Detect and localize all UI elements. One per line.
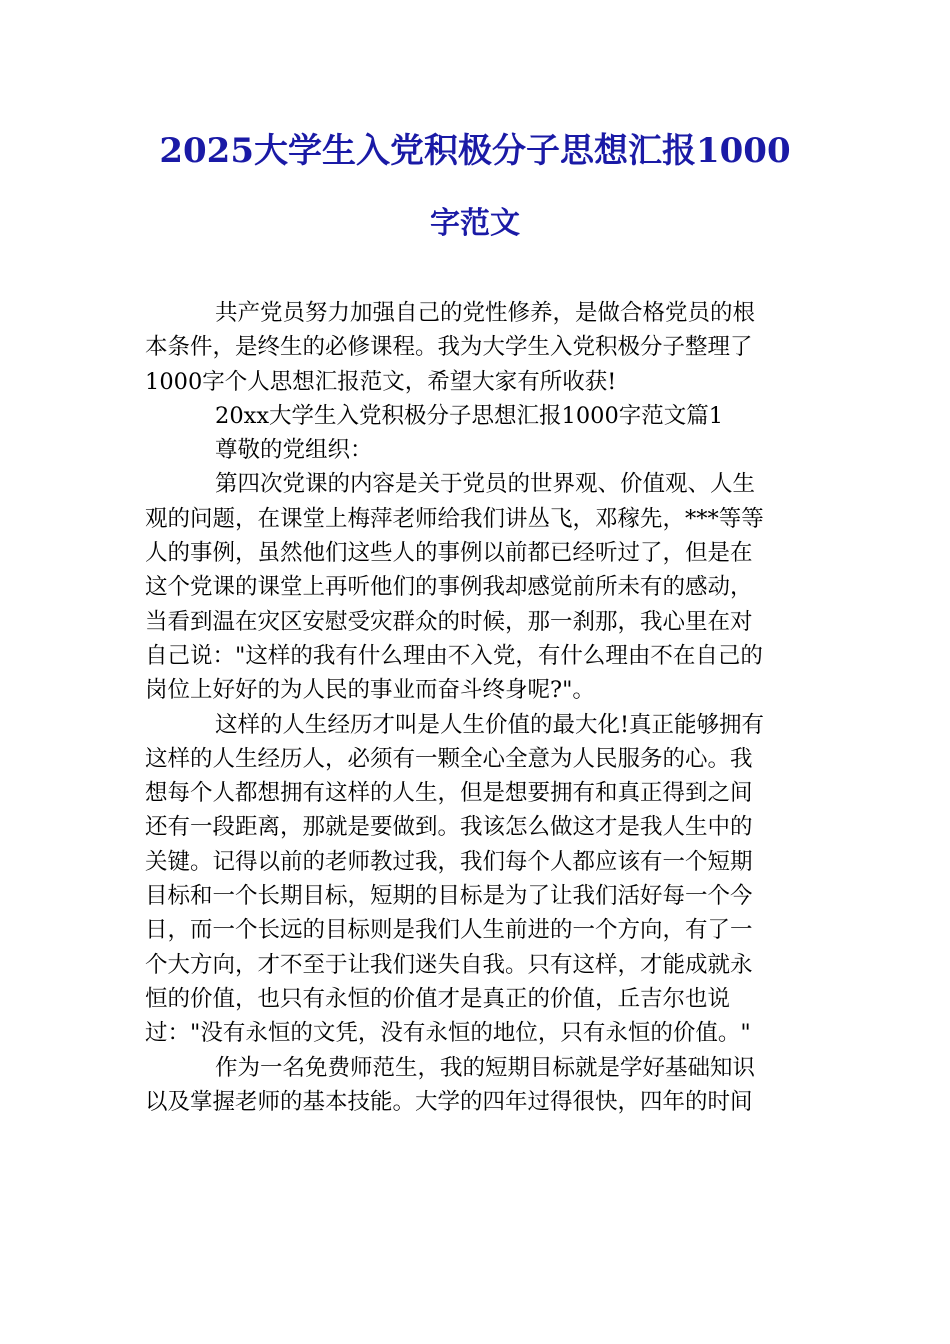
body-text-line: 这样的人生经历人，必须有一颗全心全意为人民服务的心。我: [145, 745, 753, 772]
body-text-line: 以及掌握老师的基本技能。大学的四年过得很快，四年的时间: [145, 1088, 753, 1115]
body-text-line: 20xx大学生入党积极分子思想汇报1000字范文篇1: [215, 402, 724, 429]
body-text-line: 这样的人生经历才叫是人生价值的最大化!真正能够拥有: [215, 711, 765, 738]
document-title-line-1: 2025大学生入党积极分子思想汇报1000: [159, 131, 791, 171]
body-text-line: 共产党员努力加强自己的党性修养，是做合格党员的根: [215, 300, 756, 326]
body-text-line: 第四次党课的内容是关于党员的世界观、价值观、人生: [215, 471, 756, 498]
body-text-line: 岗位上好好的为人民的事业而奋斗终身呢?"。: [145, 677, 595, 704]
body-text-line: 这个党课的课堂上再听他们的事例我却感觉前所未有的感动，: [145, 574, 753, 601]
body-text-line: 个大方向，才不至于让我们迷失自我。只有这样，才能成就永: [145, 951, 753, 978]
body-text-line: 关键。记得以前的老师教过我，我们每个人都应该有一个短期: [145, 848, 753, 875]
body-text-line: 自己说："这样的我有什么理由不入党，有什么理由不在自己的: [145, 642, 763, 669]
body-text-line: 当看到温在灾区安慰受灾群众的时候，那一刹那，我心里在对: [145, 608, 753, 635]
document-title-line-2: 字范文: [430, 206, 520, 241]
body-text-line: 尊敬的党组织：: [215, 437, 373, 464]
body-text-line: 恒的价值，也只有永恒的价值才是真正的价值，丘吉尔也说: [145, 985, 731, 1012]
body-text-line: 观的问题，在课堂上梅萍老师给我们讲丛飞，邓稼先，***等等: [145, 505, 764, 532]
body-text-line: 本条件，是终生的必修课程。我为大学生入党积极分子整理了: [145, 334, 753, 361]
document-body: [145, 296, 807, 1119]
body-text-line: 想每个人都想拥有这样的人生，但是想要拥有和真正得到之间: [145, 780, 753, 807]
body-text-line: 过："没有永恒的文凭，没有永恒的地位，只有永恒的价值。": [145, 1020, 751, 1047]
body-text-line: 目标和一个长期目标，短期的目标是为了让我们活好每一个今: [145, 883, 753, 910]
body-text-line: 作为一名免费师范生，我的短期目标就是学好基础知识: [215, 1054, 756, 1081]
body-text-line: 日，而一个长远的目标则是我们人生前进的一个方向，有了一: [145, 917, 753, 944]
body-text-line: 还有一段距离，那就是要做到。我该怎么做这才是我人生中的: [145, 814, 753, 841]
body-text-line: 1000字个人思想汇报范文，希望大家有所收获!: [145, 368, 617, 395]
body-text-line: 人的事例，虽然他们这些人的事例以前都已经听过了，但是在: [145, 540, 753, 567]
